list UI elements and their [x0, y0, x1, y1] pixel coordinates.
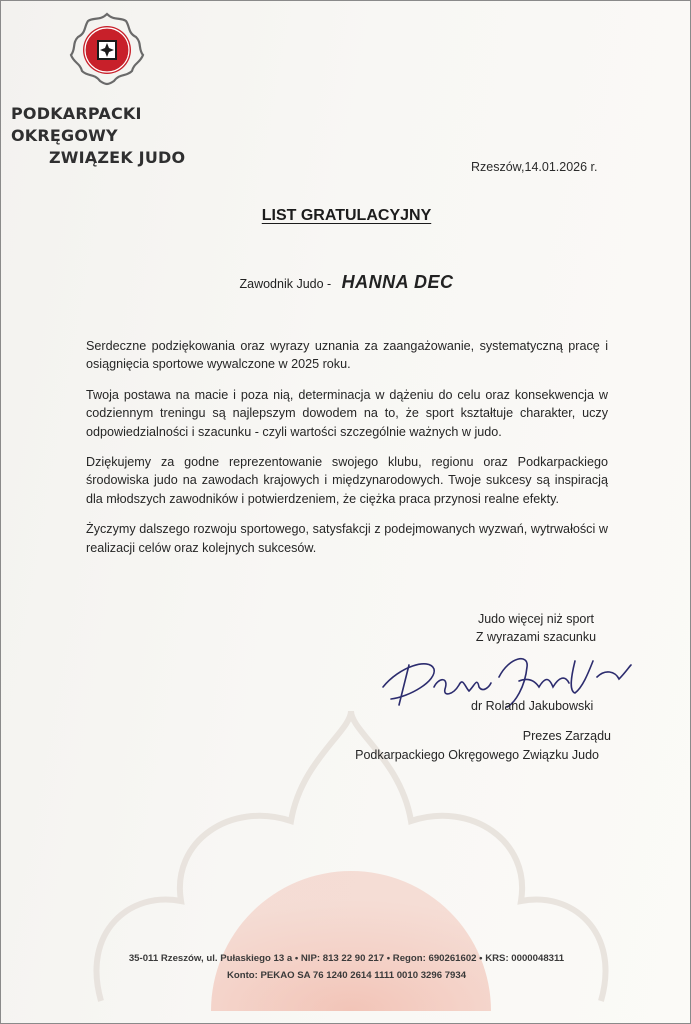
letter-date: Rzeszów,14.01.2026 r.: [471, 160, 598, 174]
body-paragraph: Życzymy dalszego rozwoju sportowego, satysfakcji z podejmowanych wyzwań, wytrwałości w realizacji celów oraz kolejnych sukcesów.: [86, 522, 608, 555]
closing-block: [461, 610, 611, 646]
signatory-organization: Podkarpackiego Okręgowego Związku Judo: [355, 748, 599, 762]
recipient-line: [1, 272, 691, 293]
signatory-name: dr Roland Jakubowski: [471, 699, 594, 713]
recipient-name: HANNA DEC: [341, 272, 454, 292]
footer-bank-account: Konto: PEKAO SA 76 1240 2614 1111 0010 3296 7934: [226, 970, 467, 981]
closing-motto: Judo więcej niż sport: [477, 612, 595, 626]
body-paragraph: Dziękujemy za godne reprezentowanie swojego klubu, regionu oraz Podkarpackiego środowiska judo na zawodach krajowych i międzynarodowych. Twoje sukcesy są inspiracją dla młodszych zawodników i potwierdzeniem, że ciężka praca przynosi realne efekty.: [86, 455, 608, 506]
closing-regards: Z wyrazami szacunku: [475, 630, 597, 644]
organization-name: [11, 103, 211, 169]
body-paragraph: Serdeczne podziękowania oraz wyrazy uznania za zaangażowanie, systematyczną pracę i osiągnięcia sportowe wywalczone w 2025 roku.: [86, 339, 608, 372]
recipient-label: Zawodnik Judo -: [239, 277, 332, 291]
footer: [1, 950, 691, 984]
letter-body: [86, 337, 608, 569]
signatory-role: Prezes Zarządu: [522, 729, 611, 743]
letter-title: LIST GRATULACYJNY: [261, 207, 432, 224]
body-paragraph: Twoja postawa na macie i poza nią, determinacja w dążeniu do celu oraz konsekwencja w codziennym treningu są najlepszym dowodem na to, że sport kształtuje charakter, uczy odpowiedzialności i szacunku - czyli wartości szczególnie ważnych w judo.: [86, 387, 608, 439]
judo-emblem-icon: [68, 11, 146, 89]
footer-address: 35-011 Rzeszów, ul. Pułaskiego 13 a • NIP: 813 22 90 217 • Regon: 690261602 • KRS: 0000048311: [128, 953, 565, 964]
organization-name-line2: ZWIĄZEK JUDO: [49, 148, 186, 167]
organization-name-line1: PODKARPACKI OKRĘGOWY: [11, 104, 142, 145]
